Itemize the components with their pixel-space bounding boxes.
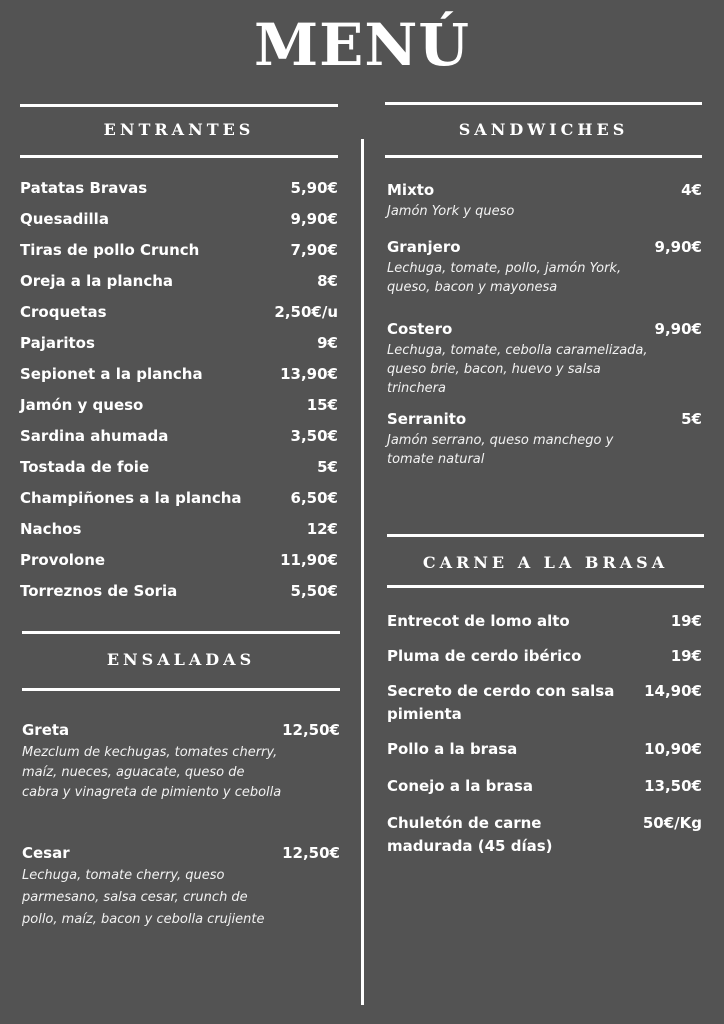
item-description: Lechuga, tomate, cebolla caramelizada, queso brie, bacon, huevo y salsa trinchera (387, 343, 648, 396)
sandwich-serranito (387, 408, 702, 469)
item-name: Patatas Bravas (20, 179, 148, 197)
list-item (387, 680, 702, 726)
divider (385, 102, 702, 105)
list-item (387, 645, 702, 668)
item-price: 6,50€ (290, 489, 338, 507)
item-price: 5,90€ (290, 179, 338, 197)
item-name: Provolone (20, 551, 106, 569)
item-price: 12,50€ (282, 844, 340, 862)
item-price: 12€ (306, 520, 338, 538)
item-name: Sardina ahumada (20, 427, 169, 445)
item-name: Sepionet a la plancha (20, 365, 203, 383)
list-item (20, 548, 338, 579)
item-name: Chuletón de carne madurada (45 días) (387, 814, 553, 855)
section-heading-sandwiches: SANDWICHES (458, 120, 629, 139)
item-price: 5€ (317, 458, 338, 476)
item-price: 12,50€ (282, 721, 340, 739)
item-description: Lechuga, tomate cherry, queso parmesano, salsa cesar, crunch de pollo, maíz, bacon y cebolla crujiente (22, 868, 265, 927)
item-price: 9,90€ (654, 320, 702, 338)
item-price: 10,90€ (644, 740, 702, 758)
list-item (20, 269, 338, 300)
item-name: Cesar (22, 844, 70, 862)
item-price: 9,90€ (654, 238, 702, 256)
item-name: Pluma de cerdo ibérico (387, 647, 582, 665)
item-price: 11,90€ (280, 551, 338, 569)
list-item (387, 775, 702, 798)
section-heading-entrantes: ENTRANTES (103, 120, 255, 139)
item-name: Torreznos de Soria (20, 582, 178, 600)
item-name: Oreja a la plancha (20, 272, 174, 290)
item-name: Croquetas (20, 303, 107, 321)
item-price: 5,50€ (290, 582, 338, 600)
column-divider (361, 139, 364, 1005)
item-name: Serranito (387, 410, 467, 428)
item-price: 7,90€ (290, 241, 338, 259)
list-item (20, 424, 338, 455)
item-description: Jamón York y queso (387, 204, 515, 219)
list-item (20, 455, 338, 486)
divider (385, 155, 702, 158)
item-price: 4€ (681, 181, 702, 199)
sandwich-costero (387, 318, 702, 398)
list-item (20, 176, 338, 207)
entrantes-list (20, 176, 338, 610)
section-heading-ensaladas: ENSALADAS (106, 650, 256, 669)
item-name: Pollo a la brasa (387, 740, 518, 758)
item-name: Quesadilla (20, 210, 109, 228)
item-name: Entrecot de lomo alto (387, 612, 570, 630)
item-price: 19€ (670, 612, 702, 630)
list-item (20, 300, 338, 331)
list-item (20, 238, 338, 269)
item-price: 3,50€ (290, 427, 338, 445)
item-price: 2,50€/u (274, 303, 338, 321)
item-price: 9,90€ (290, 210, 338, 228)
item-price: 8€ (317, 272, 338, 290)
list-item (20, 331, 338, 362)
item-name: Tostada de foie (20, 458, 150, 476)
section-heading-carne: CARNE A LA BRASA (422, 553, 669, 572)
item-name: Tiras de pollo Crunch (20, 241, 200, 259)
item-description: Lechuga, tomate, pollo, jamón York, queso, bacon y mayonesa (387, 261, 622, 295)
item-name: Costero (387, 320, 453, 338)
item-name: Champiñones a la plancha (20, 489, 242, 507)
item-name: Mixto (387, 181, 435, 199)
item-price: 15€ (306, 396, 338, 414)
item-name: Conejo a la brasa (387, 777, 533, 795)
item-name: Pajaritos (20, 334, 95, 352)
divider (20, 104, 338, 107)
sandwich-granjero (387, 236, 702, 297)
divider (387, 534, 704, 537)
item-name: Granjero (387, 238, 461, 256)
list-item (387, 610, 702, 633)
item-name: Secreto de cerdo con salsa pimienta (387, 682, 615, 723)
item-price: 5€ (681, 410, 702, 428)
item-description: Mezclum de kechugas, tomates cherry, maíz, nueces, aguacate, queso de cabra y vinagreta de pimiento y cebolla (22, 745, 282, 800)
list-item (20, 579, 338, 610)
list-item (20, 393, 338, 424)
list-item (20, 486, 338, 517)
item-price: 50€/Kg (642, 814, 702, 832)
item-price: 13,50€ (644, 777, 702, 795)
item-name: Nachos (20, 520, 82, 538)
salad-greta (22, 719, 340, 803)
list-item (20, 207, 338, 238)
list-item (387, 738, 702, 761)
item-price: 19€ (670, 647, 702, 665)
item-price: 13,90€ (280, 365, 338, 383)
list-item (387, 812, 702, 858)
divider (22, 688, 340, 691)
item-name: Greta (22, 721, 70, 739)
divider (387, 585, 704, 588)
list-item (20, 517, 338, 548)
divider (22, 631, 340, 634)
item-name: Jamón y queso (20, 396, 144, 414)
divider (20, 155, 338, 158)
item-price: 9€ (317, 334, 338, 352)
item-description: Jamón serrano, queso manchego y tomate natural (387, 433, 614, 467)
list-item (20, 362, 338, 393)
salad-cesar (22, 842, 340, 931)
item-price: 14,90€ (644, 682, 702, 700)
menu-title: MENÚ (253, 11, 470, 79)
carne-list (387, 610, 702, 858)
sandwich-mixto (387, 179, 702, 221)
